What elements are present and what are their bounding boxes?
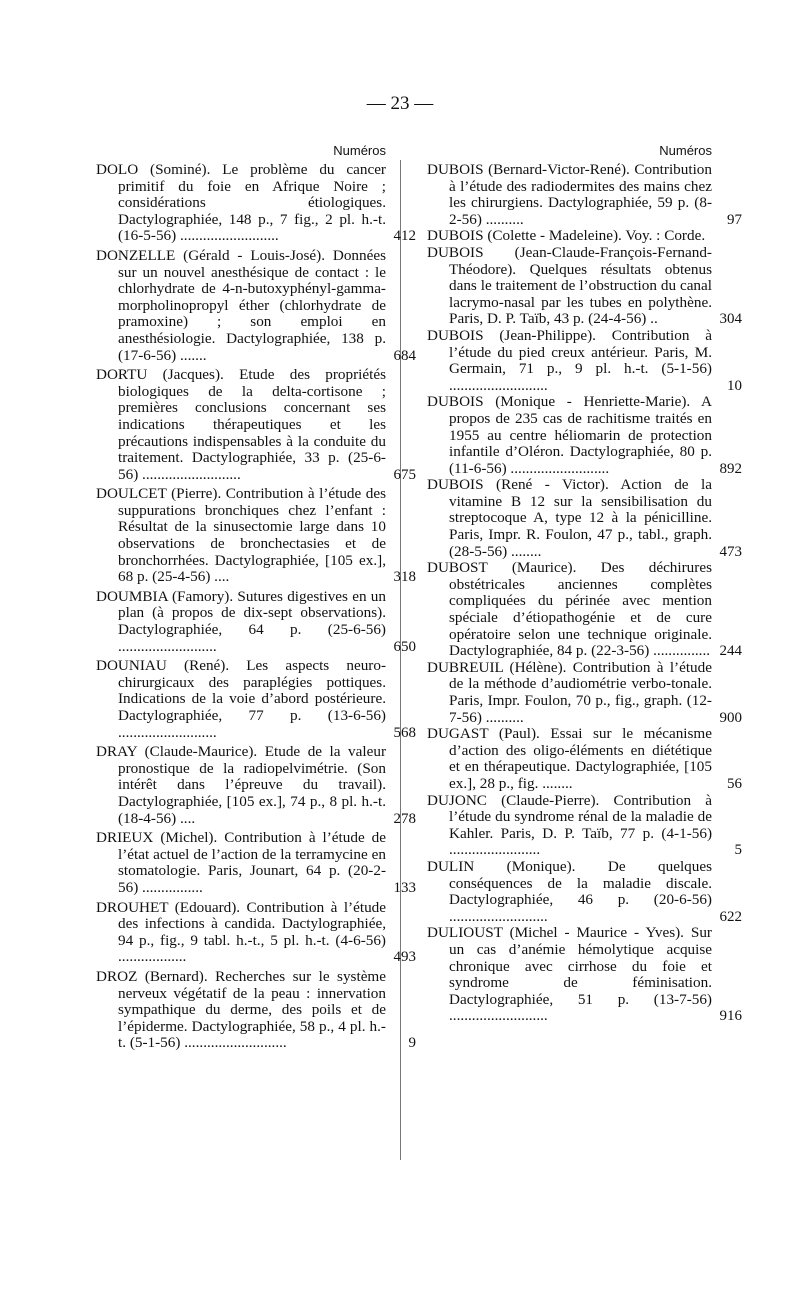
entry-number: 56 <box>727 775 742 792</box>
entry-text: DOLO (Sominé). Le problème du cancer primitif du foie en Afrique Noire ; considérations étiologiques. Dactylographiée, 148 p., 7 fig., 2 pl. h.-t. (16-5-56) .......................... <box>96 161 386 245</box>
right-column <box>427 140 742 1025</box>
entry-text: DUBOIS (Jean-Philippe). Contribution à l’étude du pied creux antérieur. Paris, M. Germain, 71 p., 9 pl. h.-t. (5-1-56) .......................... <box>427 326 712 394</box>
entry-number: 493 <box>393 949 416 966</box>
entry-text: DUBOST (Maurice). Des déchirures obstétricales anciennes complètes compliquées du périnée avec mention spéciale d’étiopathogénie et de cure opératoire selon une technique originale. Dactylographiée, 84 p. (22-3-56) ............... <box>427 559 712 660</box>
entry-number: 892 <box>719 460 742 477</box>
entry-text: DUBOIS (Bernard-Victor-René). Contribution à l’étude des radiodermites des mains chez les chirurgiens. Dactylographiée, 59 p. (8-2-56) .......... <box>427 161 712 228</box>
list-item <box>427 559 742 660</box>
entry-text: DUBOIS (René - Victor). Action de la vitamine B 12 sur la sensibilisation du streptocoque A, type 12 à la pénicilline. Paris, Impr. R. Foulon, 47 p., tabl., graph. (28-5-56) ........ <box>427 476 712 560</box>
list-item <box>427 393 742 477</box>
entry-number: 10 <box>727 377 742 394</box>
entry-text: DOUMBIA (Famory). Sutures digestives en un plan (à propos de dix-sept observations). Dactylographiée, 64 p. (25-6-56) .......................... <box>96 587 386 655</box>
numbers-column-header: Numéros <box>659 143 712 158</box>
list-item <box>96 743 416 827</box>
entry-number: 675 <box>393 466 416 483</box>
list-item <box>96 587 416 655</box>
entry-text: DROUHET (Edouard). Contribution à l’étude des infections à candida. Dactylographiée, 94 p., fig., 9 tabl. h.-t., 5 pl. h.-t. (4-6-56) .................. <box>96 898 386 966</box>
entry-number: 133 <box>393 879 416 896</box>
list-item <box>96 657 416 741</box>
entry-number: 9 <box>408 1035 416 1052</box>
entry-number: 900 <box>719 709 742 726</box>
list-item <box>427 857 742 925</box>
list-item <box>96 161 416 245</box>
list-item <box>427 476 742 560</box>
entry-text: DUBOIS (Monique - Henriette-Marie). A propos de 235 cas de rachitisme traités en 1955 au centre héliomarin de protection infantile d’Oléron. Dactylographiée, 80 p. (11-6-56) .......................... <box>427 393 712 477</box>
entry-text: DUBOIS (Jean-Claude-François-Fernand-Théodore). Quelques résultats obtenus dans le traitement de l’obstruction du canal lacrymo-nasal par les tubes en polythène. Paris, D. P. Taïb, 43 p. (24-4-56) .. <box>427 243 712 328</box>
list-item <box>96 366 416 483</box>
list-item <box>96 898 416 966</box>
list-item <box>427 658 742 726</box>
entry-number: 568 <box>393 724 416 741</box>
list-item <box>427 924 742 1025</box>
entry-number: 244 <box>719 643 742 660</box>
list-item <box>427 161 742 228</box>
numbers-column-header: Numéros <box>333 143 386 158</box>
entry-number: 318 <box>393 569 416 586</box>
list-item <box>96 246 416 364</box>
entry-text: DUBOIS (Colette - Madeleine). Voy. : Corde. <box>427 227 706 245</box>
entry-text: DOUNIAU (René). Les aspects neuro-chirurgicaux des paraplégies pottiques. Indications de la voie d’abord postérieure. Dactylographiée, 77 p. (13-6-56) .......................... <box>96 657 386 741</box>
entry-number: 412 <box>393 228 416 245</box>
list-item <box>96 829 416 896</box>
entry-number: 97 <box>727 211 742 228</box>
entry-number: 5 <box>734 842 742 859</box>
column-divider <box>400 160 401 1160</box>
list-item <box>96 967 416 1052</box>
entry-list <box>427 161 742 1025</box>
entry-number: 684 <box>393 347 416 364</box>
entry-number: 622 <box>719 908 742 925</box>
entry-text: DUBREUIL (Hélène). Contribution à l’étude de la méthode d’audiométrie verbo-tonale. Paris, Impr. Foulon, 70 p., fig., graph. (12-7-56) .......... <box>427 658 712 726</box>
page-number: — 23 — <box>366 93 434 114</box>
entry-text: DUJONC (Claude-Pierre). Contribution à l’étude du syndrome rénal de la maladie de Kahler. Paris, D. P. Taïb, 77 p. (4-1-56) ........................ <box>427 791 712 859</box>
entry-text: DULIN (Monique). De quelques conséquences de la maladie discale. Dactylographiée, 46 p. (20-6-56) .......................... <box>427 857 712 925</box>
entry-text: DUGAST (Paul). Essai sur le mécanisme d’action des oligo-éléments en diététique et en thérapeutique. Dactylographiée, [105 ex.], 28 p., fig. ........ <box>427 725 712 792</box>
list-item <box>427 791 742 859</box>
entry-text: DULIOUST (Michel - Maurice - Yves). Sur un cas d’anémie hémolytique acquise chronique avec cirrhose du foie et syndrome de féminisation. Dactylographiée, 51 p. (13-7-56) .......................... <box>427 924 712 1025</box>
entry-text: DONZELLE (Gérald - Louis-José). Données sur un nouvel anesthésique de contact : le chlorhydrate de 4-n-butoxyphényl-gamma-morpholinopropyl éther (chlorhydrate de pramoxine) ; son emploi en anesthésiologie. Dactylographiée, 138 p. (17-6-56) ....... <box>96 246 386 364</box>
entry-text: DRIEUX (Michel). Contribution à l’étude de l’état actuel de l’action de la terramycine en stomatologie. Paris, Jounart, 64 p. (20-2-56) ................ <box>96 829 386 896</box>
entry-text: DRAY (Claude-Maurice). Etude de la valeur pronostique de la radiopelvimétrie. (Son intérêt dans l’épreuve du travail). Dactylographiée, [105 ex.], 74 p., 8 pl. h.-t. (18-4-56) .... <box>96 743 386 827</box>
left-column <box>96 140 416 1052</box>
list-item <box>427 243 742 328</box>
entry-list <box>96 161 416 1052</box>
list-item <box>427 228 712 245</box>
list-item <box>427 725 742 792</box>
entry-number: 650 <box>393 638 416 655</box>
entry-number: 278 <box>393 810 416 827</box>
list-item <box>427 326 742 394</box>
entry-text: DORTU (Jacques). Etude des propriétés biologiques de la delta-cortisone ; premières conclusions concernant ses indications thérapeutiques et les précautions indispensables à la conduite du traitement. Dactylographiée, 33 p. (25-6-56) .......................... <box>96 366 386 483</box>
entry-number: 473 <box>719 543 742 560</box>
entry-number: 916 <box>719 1008 742 1025</box>
entry-text: DOULCET (Pierre). Contribution à l’étude des suppurations bronchiques chez l’enfant : Résultat de la sinusectomie large dans 10 observations de bronchectasies et de bronchorrhées. Dactylographiée, [105 ex.], 68 p. (25-4-56) .... <box>96 485 386 586</box>
entry-number: 304 <box>719 311 742 328</box>
entry-text: DROZ (Bernard). Recherches sur le système nerveux végétatif de la peau : innervation sympathique du derme, des poils et de l’épiderme. Dactylographiée, 58 p., 4 pl. h.-t. (5-1-56) ........................... <box>96 967 386 1052</box>
list-item <box>96 485 416 586</box>
